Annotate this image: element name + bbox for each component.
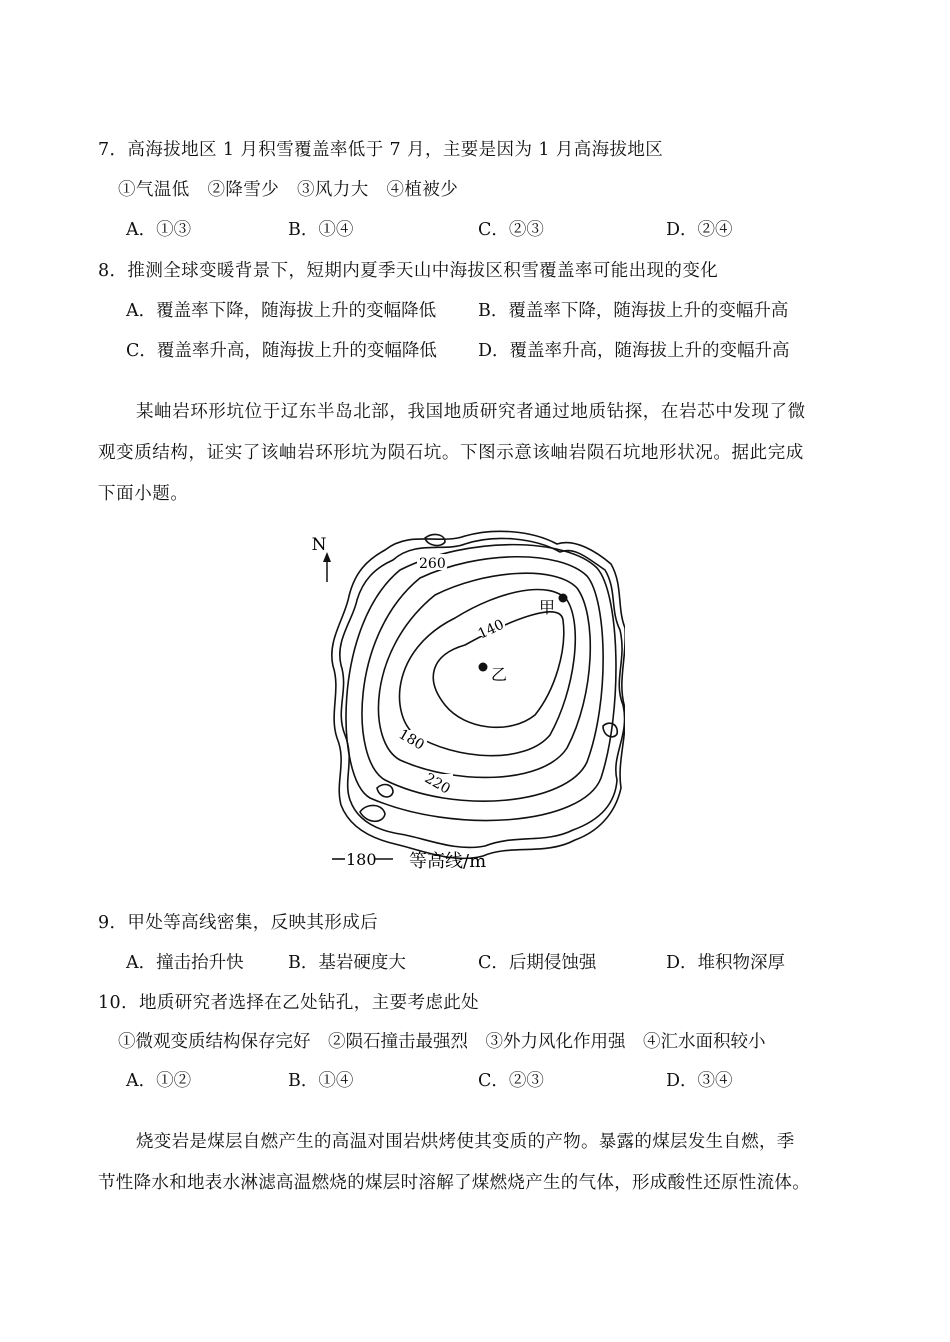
q7-sub-choices: ①气温低 ②降雪少 ③风力大 ④植被少 (118, 180, 459, 200)
intro-line-2: 观变质结构，证实了该岫岩环形坑为陨石坑。下图示意该岫岩陨石坑地形状况。据此完成 (98, 443, 804, 463)
point-yi-marker (479, 663, 488, 672)
q8-option-d: D．覆盖率升高，随海拔上升的变幅升高 (478, 341, 790, 361)
q9-option-a: A．撞击抬升快 (126, 953, 244, 973)
intro-paragraph-2 (98, 1122, 868, 1204)
q10-sub-choices: ①微观变质结构保存完好 ②陨石撞击最强烈 ③外力风化作用强 ④汇水面积较小 (118, 1032, 766, 1052)
legend-contour-value: 180 (346, 850, 377, 869)
q7-stem: 7．高海拔地区 1 月积雪覆盖率低于 7 月，主要是因为 1 月高海拔地区 (98, 140, 664, 160)
point-jia-label: 甲 (539, 598, 556, 617)
intro-paragraph-1 (98, 392, 858, 515)
q7-option-b: B．①④ (288, 220, 354, 240)
intro-line-3: 下面小题。 (98, 484, 189, 504)
q10-option-c: C．②③ (478, 1071, 544, 1091)
intro-line-1: 某岫岩环形坑位于辽东半岛北部，我国地质研究者通过地质钻探，在岩芯中发现了微 (136, 402, 806, 422)
contour-label-260: 260 (419, 556, 446, 572)
contour-label-180: 180 (395, 726, 427, 754)
crater-contour-map (305, 530, 625, 880)
q9-stem: 9．甲处等高线密集，反映其形成后 (98, 913, 379, 933)
q9-option-d: D．堆积物深厚 (666, 953, 786, 973)
legend-text: 等高线/m (409, 851, 487, 872)
q7-option-a: A．①③ (126, 220, 192, 240)
q8-option-c: C．覆盖率升高，随海拔上升的变幅降低 (126, 341, 437, 361)
q10-stem: 10．地质研究者选择在乙处钻孔，主要考虑此处 (98, 993, 480, 1013)
intro2-line-1: 烧变岩是煤层自燃产生的高温对围岩烘烤使其变质的产物。暴露的煤层发生自燃，季 (136, 1132, 795, 1152)
q10-option-d: D．③④ (666, 1071, 733, 1091)
q7-option-d: D．②④ (666, 220, 733, 240)
q7-option-c: C．②③ (478, 220, 544, 240)
q8-option-a: A．覆盖率下降，随海拔上升的变幅降低 (126, 301, 437, 321)
q10-option-a: A．①② (126, 1071, 192, 1091)
q9-option-b: B．基岩硬度大 (288, 953, 406, 973)
q8-stem: 8．推测全球变暖背景下，短期内夏季天山中海拔区积雪覆盖率可能出现的变化 (98, 261, 719, 281)
point-jia-marker (559, 594, 568, 603)
contour-label-220: 220 (421, 770, 453, 798)
q10-option-b: B．①④ (288, 1071, 354, 1091)
q8-option-b: B．覆盖率下降，随海拔上升的变幅升高 (478, 301, 789, 321)
intro2-line-2: 节性降水和地表水淋滤高温燃烧的煤层时溶解了煤燃烧产生的气体，形成酸性还原性流体。 (98, 1173, 810, 1193)
north-label: N (311, 535, 327, 555)
q9-option-c: C．后期侵蚀强 (478, 953, 597, 973)
point-yi-label: 乙 (491, 665, 508, 684)
contour-lines (332, 531, 625, 858)
contour-label-140: 140 (475, 616, 507, 643)
